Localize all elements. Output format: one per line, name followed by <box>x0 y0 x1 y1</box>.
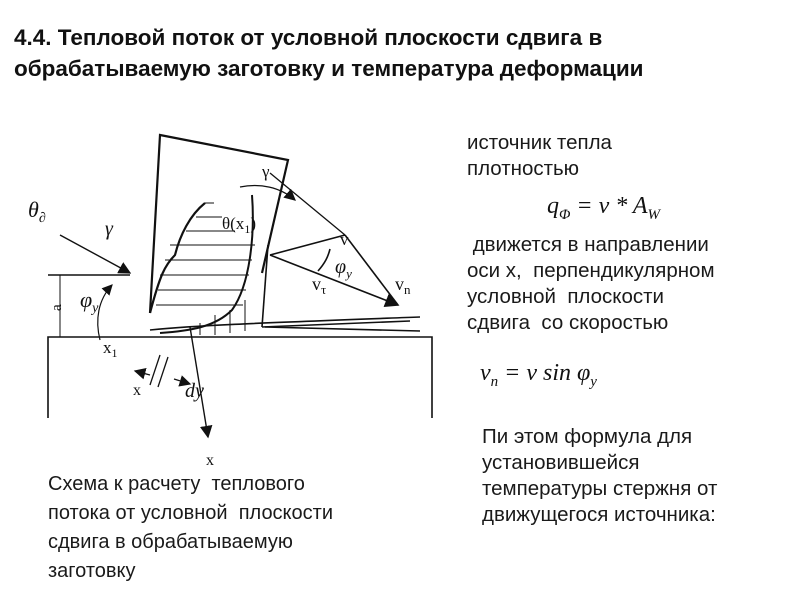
label-a: a <box>49 304 65 311</box>
formula1-left: q <box>547 193 559 219</box>
label-v-n: $v_n$ <box>395 274 411 297</box>
source-description <box>467 130 612 182</box>
theta-d-arrow <box>60 235 130 273</box>
movement-line-4: сдвига со скоростью <box>467 311 669 334</box>
label-x1: $x_1$ <box>103 338 118 360</box>
intro-line-3: температуры стержня от <box>482 477 718 500</box>
source-line-2: плотностью <box>467 157 580 180</box>
label-theta-d: $\theta_\partial$ <box>28 197 46 226</box>
gamma-left-arc <box>98 285 112 340</box>
label-x-small: x <box>133 382 141 399</box>
caption-line-2: потока от условной плоскости <box>48 502 333 524</box>
caption-line-4: заготовку <box>48 560 136 582</box>
velocity-formula <box>480 360 597 391</box>
movement-line-1: движется в направлении <box>467 233 709 256</box>
caption-line-3: сдвига в обрабатываемую <box>48 531 293 553</box>
intro-line-1: Пи этом формула для <box>482 425 693 448</box>
formula2-left-sub: n <box>490 373 499 390</box>
formula1-rhs-sub: W <box>647 206 660 223</box>
label-x-axis: x <box>206 452 214 469</box>
formula1-rhs: = v * A <box>576 193 648 219</box>
label-gamma-top: γ <box>262 162 270 181</box>
label-dy: dy <box>185 380 204 402</box>
intro-line-4: движущегося источника: <box>482 503 716 526</box>
heat-density-formula <box>547 193 660 224</box>
slide-title-line-2: обрабатываемую заготовку и температура деформации <box>14 56 644 81</box>
slide-title-line-1: 4.4. Тепловой поток от условной плоскости сдвига в <box>14 25 603 50</box>
label-theta-x1: $\theta(x_1)$ <box>222 214 256 236</box>
cutting-scheme-diagram <box>0 95 470 475</box>
formula2-rhs-sub: y <box>590 373 597 390</box>
movement-line-3: условной плоскости <box>467 285 664 308</box>
dy-element <box>135 355 190 387</box>
intro-line-2: установившейся <box>482 451 640 474</box>
velocity-triangle <box>270 235 398 305</box>
source-line-1: источник тепла <box>467 131 612 154</box>
label-v: v <box>340 230 349 249</box>
slide-title <box>14 22 794 84</box>
label-v-tau: $v_\tau$ <box>312 274 327 297</box>
caption-line-1: Схема к расчету теплового <box>48 473 305 495</box>
formula1-left-sub: Φ <box>559 206 571 223</box>
label-gamma-left: γ <box>105 218 113 240</box>
diagram-caption <box>48 470 333 586</box>
temperature-formula-intro <box>482 424 717 528</box>
label-phi-y-right: $\varphi_y$ <box>335 256 352 281</box>
formula2-rhs: = v sin φ <box>504 360 591 386</box>
movement-line-2: оси х, перпендикулярном <box>467 259 715 282</box>
label-phi-y-left: $\varphi_y$ <box>80 287 99 316</box>
movement-description <box>467 232 715 336</box>
formula2-left: v <box>480 360 491 386</box>
